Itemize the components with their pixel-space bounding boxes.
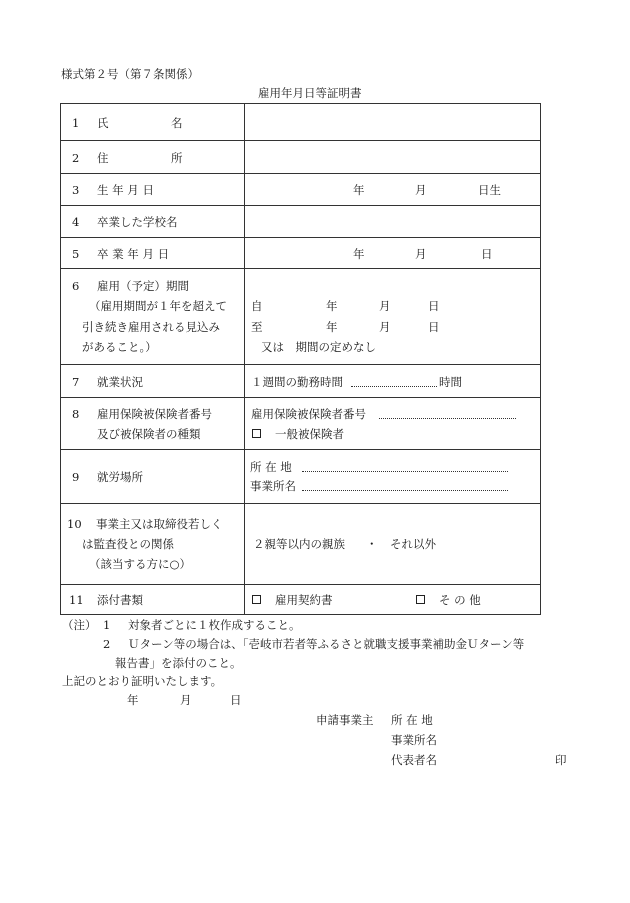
label-relationship-3: （該当する方に○） — [89, 557, 192, 571]
label-attachments: 添付書類 — [97, 593, 143, 607]
form-number: 様式第２号（第７条関係） — [61, 67, 199, 81]
insurance-number-field[interactable] — [379, 407, 516, 422]
grad-year-unit: 年 — [353, 247, 365, 261]
label-address-a: 住 — [97, 151, 109, 165]
insurance-number-label: 雇用保険被保険者番号 — [251, 407, 366, 421]
row-employment-period — [61, 269, 540, 365]
row-attachments — [61, 585, 540, 614]
from-day-unit: 日 — [428, 299, 440, 313]
from-month-unit: 月 — [379, 299, 391, 313]
label-workplace: 就労場所 — [97, 470, 143, 484]
cert-day-unit: 日 — [230, 693, 242, 707]
row-workplace — [61, 450, 540, 504]
label-school: 卒業した学校名 — [97, 215, 178, 229]
other-option[interactable]: それ以外 — [390, 537, 436, 551]
workplace-office-field[interactable] — [302, 479, 508, 494]
label-period-note-3: があること。） — [82, 340, 157, 354]
row-number: 4 — [72, 215, 80, 229]
weekly-hours-label: １週間の勤務時間 — [251, 375, 343, 389]
birth-year-unit: 年 — [353, 183, 365, 197]
label-work-status: 就業状況 — [97, 375, 143, 389]
row-number: 8 — [72, 407, 80, 421]
general-insured-checkbox[interactable] — [252, 427, 261, 441]
row-number: 2 — [72, 151, 80, 165]
label-relationship-1: 事業主又は取締役若しく — [96, 517, 223, 531]
row-number: 3 — [72, 183, 80, 197]
to-day-unit: 日 — [428, 320, 440, 334]
cert-year-unit: 年 — [127, 693, 139, 707]
label-birthdate: 生 年 月 日 — [97, 183, 154, 197]
checkbox-icon — [252, 429, 261, 438]
label-relationship-2: は監査役との関係 — [82, 537, 174, 551]
certificate-table — [60, 103, 541, 615]
row-number: 9 — [72, 470, 80, 484]
applicant-representative-label: 代表者名 — [391, 753, 437, 767]
from-year-unit: 年 — [326, 299, 338, 313]
document-title: 雇用年月日等証明書 — [258, 86, 362, 100]
weekly-hours-field[interactable] — [351, 375, 437, 390]
label-address-b: 所 — [171, 151, 183, 165]
label-graduation-date: 卒 業 年 月 日 — [97, 247, 170, 261]
period-from: 自 — [251, 299, 263, 313]
birth-month-unit: 月 — [415, 183, 427, 197]
applicant-label: 申請事業主 — [316, 713, 374, 727]
address-field[interactable] — [246, 142, 538, 172]
row-number: 11 — [69, 593, 84, 607]
relative-option[interactable]: ２親等以内の親族 — [253, 537, 345, 551]
to-year-unit: 年 — [326, 320, 338, 334]
grad-day-unit: 日 — [481, 247, 493, 261]
label-employment-period: 雇用（予定）期間 — [97, 279, 189, 293]
hours-unit: 時間 — [439, 375, 462, 389]
row-number: 10 — [67, 517, 82, 531]
row-relationship — [61, 504, 540, 585]
no-fixed-period-option: 又は 期間の定めなし — [261, 340, 376, 354]
checkbox-icon — [416, 595, 425, 604]
certification-statement: 上記のとおり証明いたします。 — [62, 674, 223, 688]
birth-day-unit: 日生 — [478, 183, 501, 197]
row-number: 1 — [72, 116, 80, 130]
notes-prefix: （注） — [62, 618, 97, 632]
row-number: 5 — [72, 247, 80, 261]
contract-label: 雇用契約書 — [275, 593, 333, 607]
name-field[interactable] — [246, 105, 538, 139]
label-insurance-1: 雇用保険被保険者番号 — [97, 407, 212, 421]
checkbox-icon — [252, 595, 261, 604]
row-address — [61, 141, 540, 174]
cert-month-unit: 月 — [180, 693, 192, 707]
workplace-address-label: 所 在 地 — [250, 460, 292, 474]
label-name-a: 氏 — [97, 116, 109, 130]
note-1-number: 1 — [103, 618, 111, 632]
other-checkbox[interactable] — [416, 593, 425, 607]
note-1-text: 対象者ごとに１枚作成すること。 — [128, 618, 301, 632]
workplace-office-label: 事業所名 — [250, 479, 296, 493]
note-2-text-b: 報告書」を添付のこと。 — [115, 656, 242, 670]
label-insurance-2: 及び被保険者の種類 — [97, 427, 201, 441]
contract-checkbox[interactable] — [252, 593, 261, 607]
label-period-note-1: （雇用期間が１年を超えて — [89, 299, 227, 313]
row-graduation-date — [61, 238, 540, 269]
row-birthdate — [61, 174, 540, 206]
row-number: 7 — [72, 375, 80, 389]
period-to: 至 — [251, 320, 263, 334]
workplace-address-field[interactable] — [302, 460, 508, 475]
row-insurance — [61, 398, 540, 450]
label-period-note-2: 引き続き雇用される見込み — [82, 320, 220, 334]
row-number: 6 — [72, 279, 80, 293]
row-school — [61, 206, 540, 238]
applicant-address-label: 所 在 地 — [391, 713, 433, 727]
seal-mark: 印 — [555, 753, 567, 767]
grad-month-unit: 月 — [415, 247, 427, 261]
general-insured-label: 一般被保険者 — [275, 427, 344, 441]
row-name — [61, 104, 540, 141]
to-month-unit: 月 — [379, 320, 391, 334]
note-2-number: 2 — [103, 637, 111, 651]
option-separator: ・ — [366, 537, 378, 551]
applicant-office-label: 事業所名 — [391, 733, 437, 747]
label-name-b: 名 — [171, 116, 183, 130]
school-field[interactable] — [246, 207, 538, 236]
note-2-text-a: Ｕターン等の場合は、「壱岐市若者等ふるさと就職支援事業補助金Ｕターン等 — [128, 637, 525, 651]
row-work-status — [61, 365, 540, 398]
other-label: そ の 他 — [439, 593, 481, 607]
